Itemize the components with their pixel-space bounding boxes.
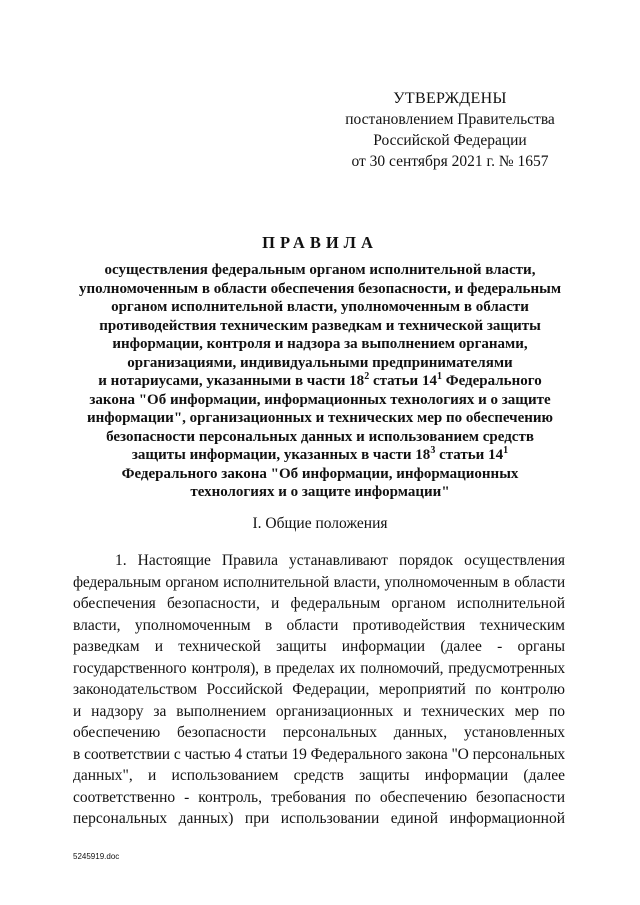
subtitle-line: информации, контроля и надзора за выполнением органами, [112, 336, 528, 352]
paragraph-line: разведкам и технической защиты информации (далее - органы [73, 638, 565, 655]
approval-date: от 30 сентября 2021 г. [351, 153, 495, 170]
paragraph-line: федеральным органом исполнительной власти, уполномоченным в области [73, 573, 565, 591]
subtitle-line: Федерального закона "Об информации, информационных [121, 465, 519, 482]
subtitle-line: уполномоченным в области обеспечения безопасности, и федеральным [78, 280, 562, 297]
document-subtitle [60, 261, 580, 502]
document-title: ПРАВИЛА [262, 233, 378, 252]
paragraph-line: в соответствии с частью 4 статьи 19 Федерального закона "О персональных [73, 745, 565, 763]
superscript: 2 [364, 371, 370, 382]
approval-stamp [320, 88, 580, 172]
paragraph-line: обеспечению безопасности персональных данных, установленных [73, 724, 565, 741]
subtitle-text: статьи 14 [369, 373, 437, 389]
footer-file-name: 5245919.doc [73, 852, 120, 861]
paragraph-line: законодательством Российской Федерации, мероприятий по контролю [73, 681, 565, 698]
paragraph-line: обеспечения безопасности, и федеральным органом исполнительной [73, 595, 565, 612]
subtitle-line [60, 446, 580, 465]
paragraph-line: государственного контроля), в пределах их полномочий, предусмотренных [73, 659, 565, 677]
paragraph-line: 1. Настоящие Правила устанавливают порядок осуществления [115, 552, 565, 569]
approval-number: 1657 [517, 153, 549, 170]
approval-line-1: постановлением Правительства [345, 111, 555, 128]
superscript: 1 [436, 371, 442, 382]
subtitle-line: осуществления федеральным органом исполнительной власти, [104, 262, 536, 278]
subtitle-text: и нотариусами, указанными в части 18 [98, 373, 365, 389]
subtitle-line: информации", организационных и технических мер по обеспечению [87, 410, 553, 426]
subtitle-line: противодействия техническим разведкам и технической защиты [99, 317, 541, 334]
paragraph-line: персональных данных) при использовании единой информационной [73, 810, 565, 827]
approval-title: УТВЕРЖДЕНЫ [393, 90, 507, 107]
subtitle-text: статьи 14 [435, 447, 504, 463]
number-sign: № [498, 153, 514, 170]
subtitle-line [60, 372, 580, 391]
paragraph-1 [73, 550, 565, 830]
approval-date-line [320, 151, 580, 172]
paragraph-line: соответственно - контроль, требования по обеспечению безопасности [73, 788, 565, 806]
subtitle-line: организациями, индивидуальными предпринимателями [127, 354, 513, 371]
superscript: 1 [503, 445, 509, 456]
superscript: 3 [430, 445, 436, 456]
section-heading: I. Общие положения [252, 515, 388, 532]
subtitle-line: технологиях и о защите информации" [190, 484, 450, 500]
paragraph-line: и надзору за выполнением организационных и технических мер по [73, 702, 565, 720]
subtitle-text: Федерального [441, 373, 542, 389]
subtitle-text: защиты информации, указанных в части 18 [131, 447, 431, 463]
paragraph-line: власти, уполномоченным в области противодействия техническим [73, 616, 565, 634]
paragraph-line: данных", и использованием средств защиты информации (далее [73, 767, 565, 784]
subtitle-line: органом исполнительной власти, уполномоченным в области [111, 299, 529, 315]
subtitle-line: закона "Об информации, информационных технологиях и о защите [89, 391, 551, 408]
subtitle-line: безопасности персональных данных и использованием средств [106, 428, 534, 445]
approval-line-2: Российской Федерации [373, 132, 527, 149]
